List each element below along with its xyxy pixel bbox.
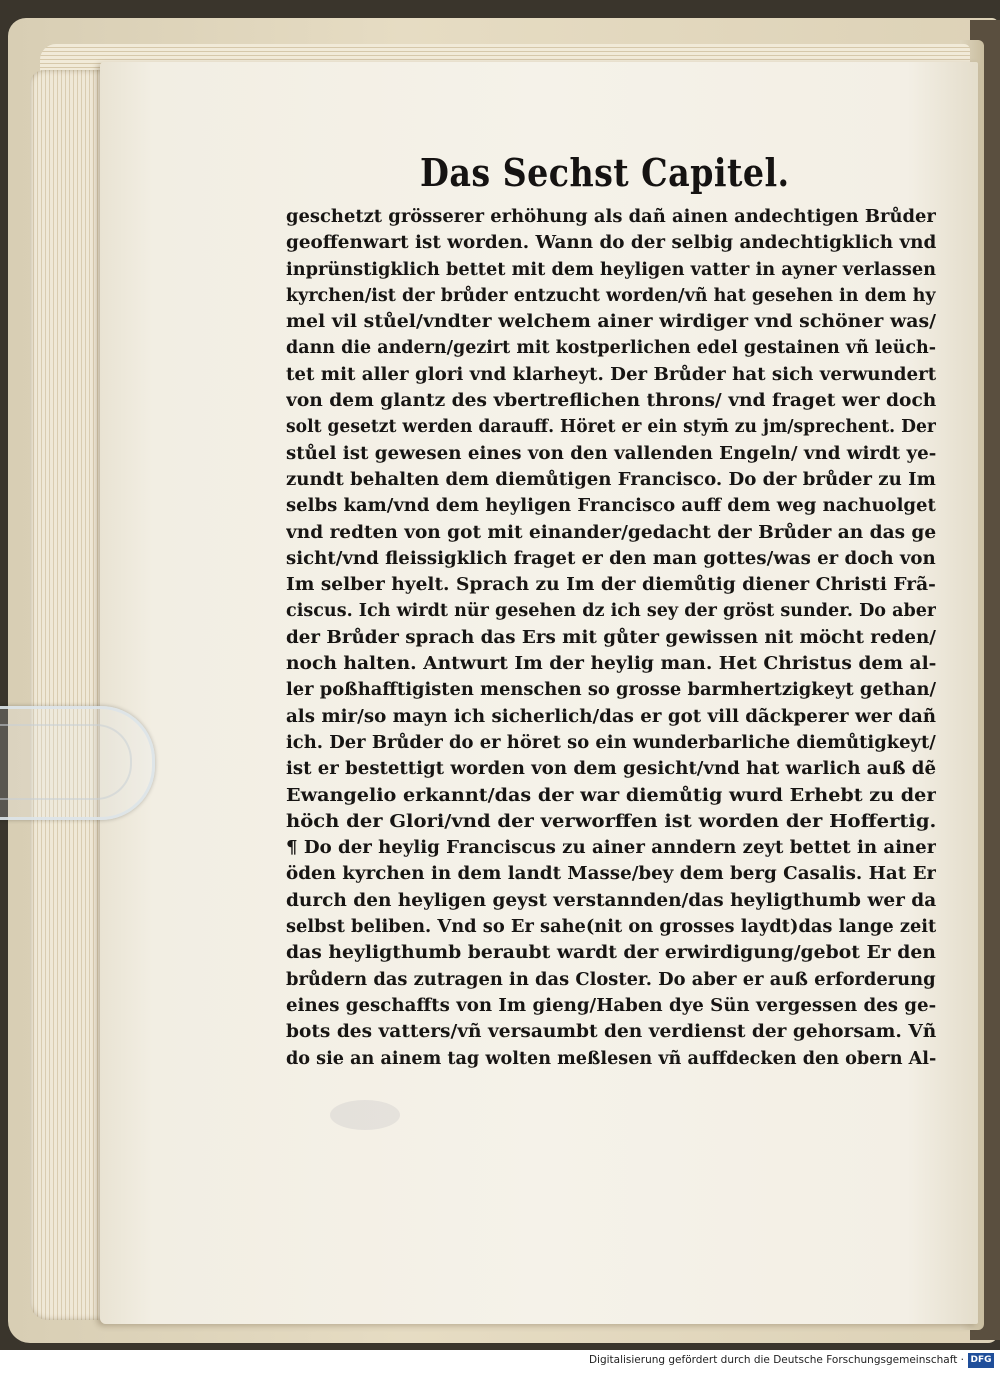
text-line: ist er bestettigt worden von dem gesicht/vnd hat warlich auß dẽ xyxy=(286,759,936,780)
text-line: von dem glantz des vbertreflichen throns/ vnd fraget wer doch xyxy=(286,391,936,412)
text-line: brůdern das zutragen in das Closter. Do aber er auß erforderung xyxy=(286,969,936,990)
text-line: ler poßhafftigisten menschen so grosse barmhertzigkeyt gethan/ xyxy=(286,680,936,701)
text-line: dann die andern/gezirt mit kostperlichen edel gestainen vñ leüch- xyxy=(286,338,936,359)
page-stain xyxy=(330,1100,400,1130)
text-line: ciscus. Ich wirdt nür gesehen dz ich sey der gröst sunder. Do aber xyxy=(286,601,936,622)
text-line: als mir/so mayn ich sicherlich/das er got vill dãckperer wer dañ xyxy=(286,706,936,727)
text-line: solt gesetzt werden darauff. Höret er ein stym̄ zu jm/sprechent. Der xyxy=(286,417,936,438)
text-line: ¶ Do der heylig Franciscus zu ainer anndern zeyt bettet in ainer xyxy=(286,838,936,859)
text-line: ich. Der Brůder do er höret so ein wunderbarliche diemůtigkeyt/ xyxy=(286,732,936,753)
text-line: inprünstigklich bettet mit dem heyligen vatter in ayner verlassen xyxy=(286,259,936,280)
chapter-title: Das Sechst Capitel. xyxy=(420,150,790,195)
text-line: mel vil stůel/vndter welchem ainer wirdiger vnd schöner was/ xyxy=(286,312,936,333)
text-line: öden kyrchen in dem landt Masse/bey dem berg Casalis. Hat Er xyxy=(286,864,936,885)
text-line: sicht/vnd fleissigklich fraget er den man gottes/was er doch von xyxy=(286,548,936,569)
text-line: vnd redten von got mit einander/gedacht der Brůder an das ge xyxy=(286,522,936,543)
text-line: tet mit aller glori vnd klarheyt. Der Brůder hat sich verwundert xyxy=(286,364,936,385)
body-text xyxy=(286,204,938,1072)
text-line: der Brůder sprach das Ers mit gůter gewissen nit möcht reden/ xyxy=(286,627,936,648)
text-line: geschetzt grösserer erhöhung als dañ ainen andechtigen Brůder xyxy=(286,207,936,227)
dfg-logo: DFG xyxy=(968,1353,994,1368)
page-clip-inner xyxy=(0,724,132,800)
text-line: selbs kam/vnd dem heyligen Francisco auff dem weg nachuolget xyxy=(286,496,936,517)
text-line: Im selber hyelt. Sprach zu Im der diemůtig diener Christi Frã- xyxy=(286,575,936,596)
text-line: noch halten. Antwurt Im der heylig man. Het Christus dem al- xyxy=(286,654,936,675)
text-line: höch der Glori/vnd der verworffen ist worden der Hoffertig. xyxy=(286,811,936,832)
text-line: selbst beliben. Vnd so Er sahe(nit on grosses laydt)das lange zeit xyxy=(286,917,936,938)
funding-note: Digitalisierung gefördert durch die Deutsche Forschungsgemeinschaft · xyxy=(588,1354,964,1366)
footer-bar xyxy=(0,1350,1000,1373)
text-line: durch den heyligen geyst verstannden/das heyligthumb wer da xyxy=(286,890,936,911)
text-line: zundt behalten dem diemůtigen Francisco. Do der brůder zu Im xyxy=(286,469,936,490)
text-line: eines geschaffts von Im gieng/Haben dye Sün vergessen des ge- xyxy=(286,995,936,1016)
text-line: das heyligthumb beraubt wardt der erwirdigung/gebot Er den xyxy=(286,943,936,964)
text-line: stůel ist gewesen eines von den vallenden Engeln/ vnd wirdt ye- xyxy=(286,443,936,464)
text-line: geoffenwart ist worden. Wann do der selbig andechtigklich vnd xyxy=(286,233,936,254)
text-line: kyrchen/ist der brůder entzucht worden/vñ hat gesehen in dem hy xyxy=(286,285,936,306)
text-line: bots des vatters/vñ versaumbt den verdienst der gehorsam. Vñ xyxy=(286,1022,936,1043)
text-line: Ewangelio erkannt/das der war diemůtig wurd Erhebt zu der xyxy=(286,785,936,806)
text-line: do sie an ainem tag wolten meßlesen vñ auffdecken den obern Al- xyxy=(286,1048,936,1069)
